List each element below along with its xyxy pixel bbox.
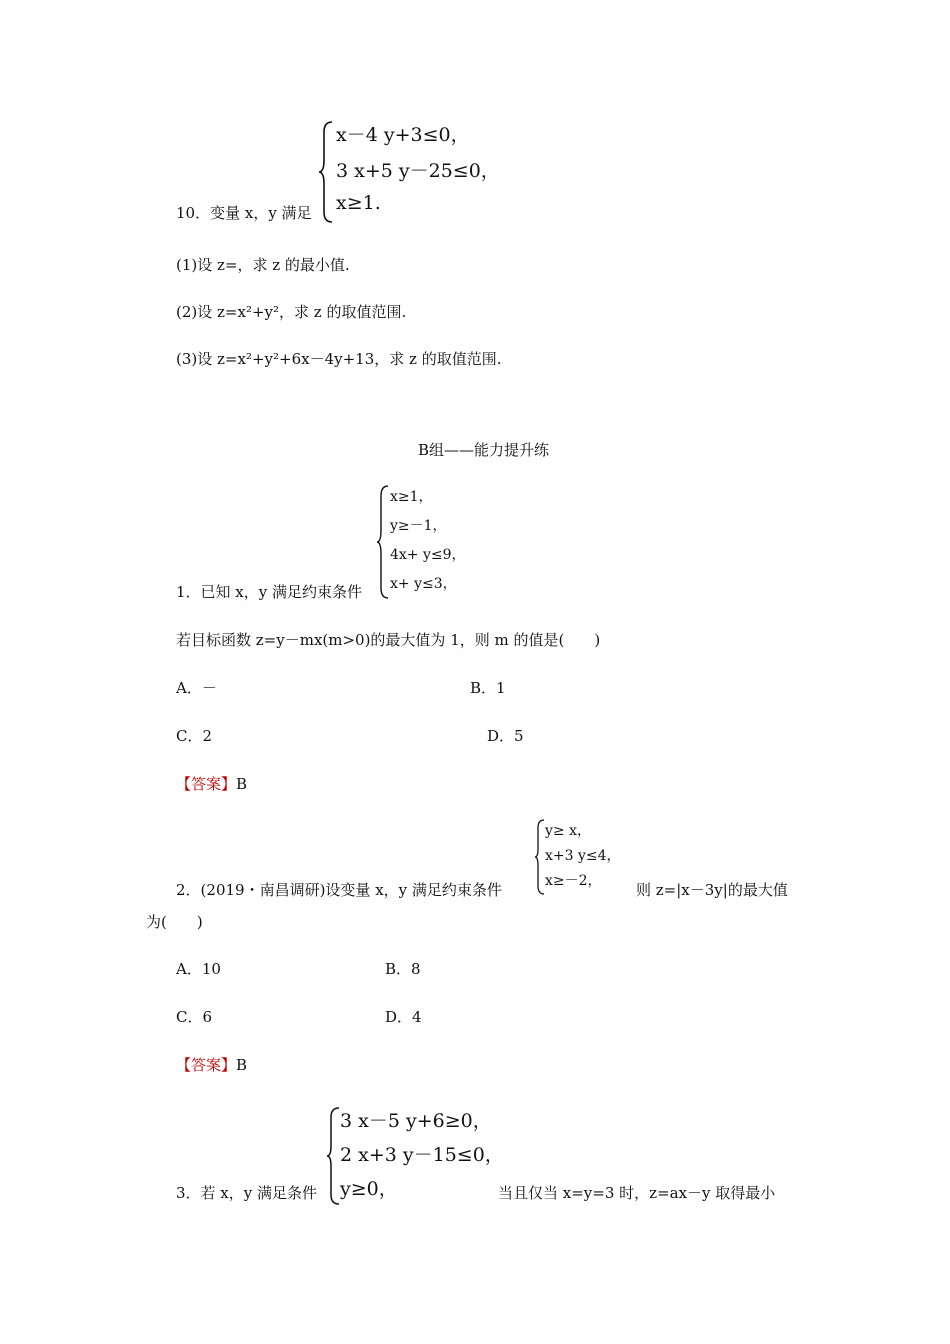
q1-text: 若目标函数 z=y－mx(m>0)的最大值为 1，则 m 的值是( ) xyxy=(176,631,601,649)
q1-option-b: B．1 xyxy=(470,679,506,697)
left-brace-icon xyxy=(318,120,334,224)
q2-option-d: D．4 xyxy=(385,1008,422,1026)
q1-option-d: D．5 xyxy=(487,727,524,745)
q3-constraint-1: 3 x－5 y+6≥0， xyxy=(340,1110,492,1132)
q1-constraint-system xyxy=(376,484,536,600)
section-title: B组——能力提升练 xyxy=(418,441,550,459)
answer-value: B xyxy=(236,775,248,793)
q10-part-2: (2)设 z=x²+y²，求 z 的取值范围. xyxy=(176,303,407,321)
q3-constraint-system xyxy=(326,1106,516,1206)
q2-constraint-system xyxy=(534,818,644,896)
answer-mark: 【答案】 xyxy=(176,1056,237,1074)
q10-constraint-system xyxy=(318,120,518,224)
q3-label: 3．若 x，y 满足条件 xyxy=(176,1184,318,1202)
q1-constraint-3: 4x+ y≤9， xyxy=(390,547,466,563)
q3-constraint-2: 2 x+3 y－15≤0， xyxy=(340,1144,504,1166)
q1-option-c: C．2 xyxy=(176,727,213,745)
q2-constraint-2: x+3 y≤4， xyxy=(545,848,621,864)
q10-part-3: (3)设 z=x²+y²+6x－4y+13，求 z 的取值范围. xyxy=(176,350,502,368)
q10-constraint-2: 3 x+5 y－25≤0， xyxy=(336,160,500,182)
q10-constraint-1: x－4 y+3≤0， xyxy=(336,124,470,146)
q10-label: 10．变量 x，y 满足 xyxy=(176,204,312,222)
q2-constraint-3: x≥－2， xyxy=(545,873,602,889)
q3-constraint-3: y≥0， xyxy=(340,1178,398,1200)
q1-constraint-2: y≥－1， xyxy=(390,518,447,534)
q1-option-a: A．－ xyxy=(176,679,217,697)
answer-value: B xyxy=(236,1056,248,1074)
left-brace-icon xyxy=(326,1106,341,1206)
q2-option-a: A．10 xyxy=(176,960,221,978)
q2-continuation: 为( ) xyxy=(146,913,203,931)
q2-label: 2．(2019・南昌调研)设变量 x，y 满足约束条件 xyxy=(176,881,502,899)
left-brace-icon xyxy=(376,484,390,600)
q1-label: 1．已知 x，y 满足约束条件 xyxy=(176,583,363,601)
q1-constraint-4: x+ y≤3， xyxy=(390,576,457,592)
q3-tail: 当且仅当 x=y=3 时，z=ax－y 取得最小 xyxy=(498,1184,776,1202)
q1-answer xyxy=(176,773,247,794)
q2-option-b: B．8 xyxy=(385,960,421,978)
q2-answer xyxy=(176,1054,247,1075)
q1-constraint-1: x≥1， xyxy=(390,489,433,505)
q2-tail: 则 z=|x－3y|的最大值 xyxy=(636,881,788,899)
q10-constraint-3: x≥1. xyxy=(336,192,381,214)
q2-constraint-1: y≥ x， xyxy=(545,823,591,839)
q2-option-c: C．6 xyxy=(176,1008,213,1026)
answer-mark: 【答案】 xyxy=(176,775,237,793)
q10-part-1: (1)设 z=，求 z 的最小值. xyxy=(176,256,350,274)
